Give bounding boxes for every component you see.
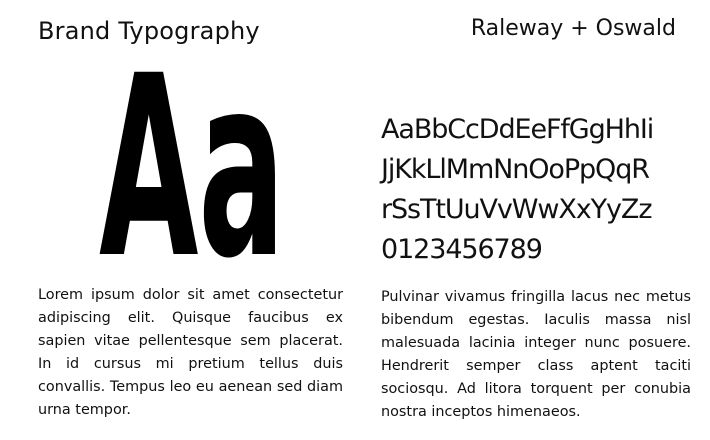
alphabet-line: JjKkLlMmNnOoPpQqR (381, 154, 649, 185)
glyph-specimen (92, 56, 292, 266)
alphabet-line: rSsTtUuVvWwXxYyZz (381, 194, 652, 225)
page-title: Brand Typography (38, 17, 260, 45)
body-paragraph-right: Pulvinar vivamus fringilla lacus nec metus bibendum egestas. Iaculis massa nisl malesuada lacinia integer nunc posuere. Hendrerit semper class aptent taciti sociosqu. Ad litora torquent per conubia nostra inceptos himenaeos. (381, 289, 691, 420)
alphabet-line: AaBbCcDdEeFfGgHhIi (381, 114, 654, 145)
font-pair-label: Raleway + Oswald (470, 16, 676, 41)
numerals-line: 0123456789 (381, 234, 542, 265)
glyph-specimen-text: Aa (99, 56, 285, 266)
body-paragraph-left: Lorem ipsum dolor sit amet consectetur adipiscing elit. Quisque faucibus ex sapien vitae pellentesque sem placerat. In id cursus mi pretium tellus duis convallis. Tempus leo eu aenean sed diam urna tempor. (38, 287, 343, 418)
glyph-specimen-svg (92, 56, 292, 266)
alphabet-specimen (381, 110, 701, 270)
